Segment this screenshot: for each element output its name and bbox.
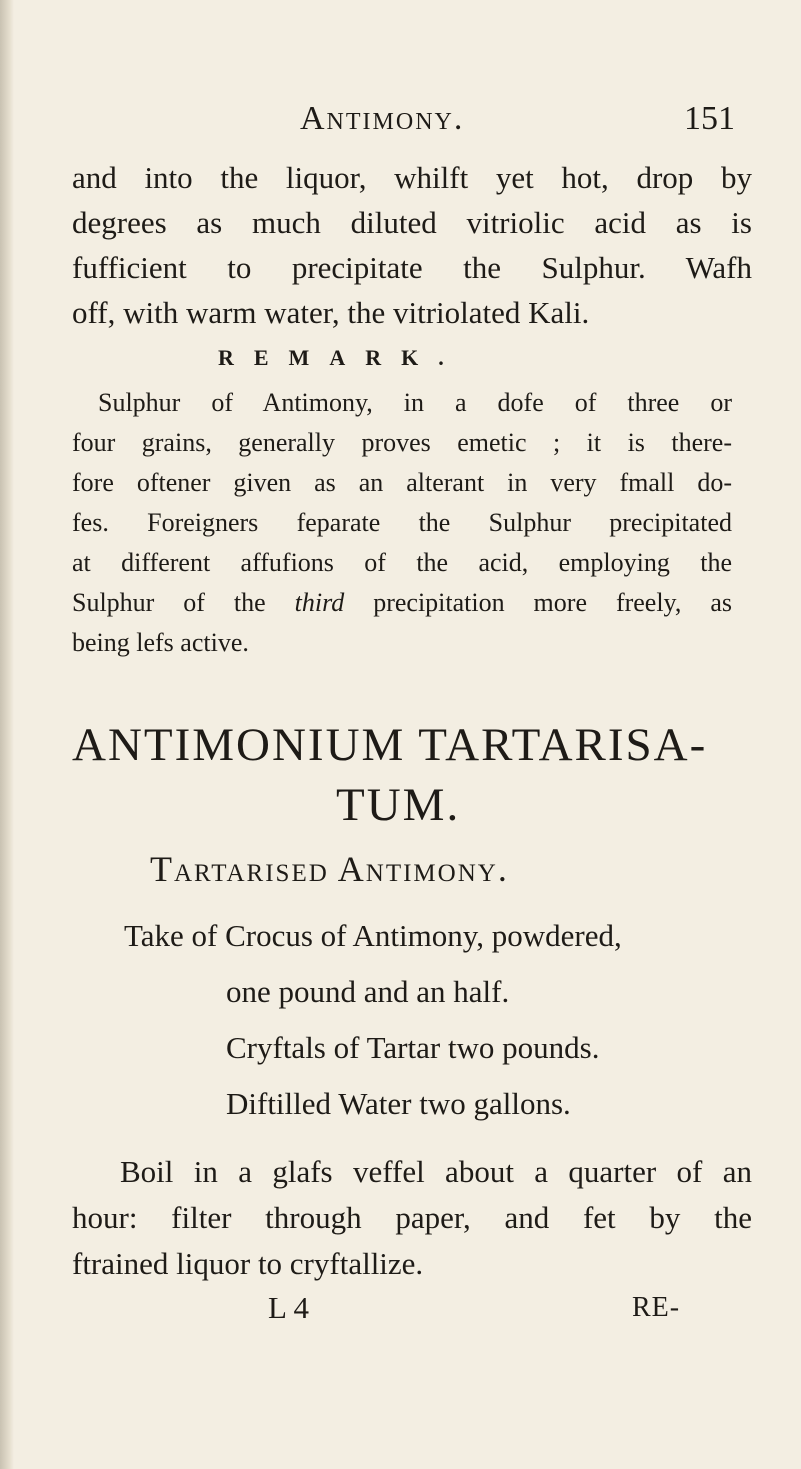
remark-text: Sulphur of the xyxy=(72,588,295,617)
paragraph-line: off, with warm water, the vitriolated Kali. xyxy=(72,295,590,330)
remark-heading: REMARK. xyxy=(218,345,464,370)
recipe-line: Cryftals of Tartar two pounds. xyxy=(226,1030,600,1065)
remark-line: Sulphur of Antimony, in a dofe of three or xyxy=(98,388,732,417)
remark-text: precipitation more freely, as xyxy=(344,588,732,617)
remark-line: fore oftener given as an alterant in very fmall do- xyxy=(72,468,732,497)
section-title: ANTIMONIUM TARTARISA- xyxy=(72,719,708,771)
signature-mark: L 4 xyxy=(268,1290,310,1325)
instruction-line: Boil in a glafs veffel about a quarter of an xyxy=(120,1154,752,1189)
running-title: Antimony. xyxy=(300,100,465,137)
remark-line: four grains, generally proves emetic ; it is there- xyxy=(72,428,732,457)
page-number: 151 xyxy=(684,100,735,137)
recipe-line: Diftilled Water two gallons. xyxy=(226,1086,571,1121)
remark-line: being lefs active. xyxy=(72,628,249,657)
remark-line: fes. Foreigners feparate the Sulphur precipitated xyxy=(72,508,732,537)
instruction-line: ftrained liquor to cryftallize. xyxy=(72,1246,424,1281)
remark-line: at different affufions of the acid, employing the xyxy=(72,548,732,577)
section-subtitle: Tartarised Antimony. xyxy=(150,849,509,889)
section-title-continued: TUM. xyxy=(336,779,461,831)
remark-line xyxy=(72,588,732,618)
recipe-line: one pound and an half. xyxy=(226,974,510,1009)
remark-italic-text: third xyxy=(294,588,345,617)
paragraph-line: degrees as much diluted vitriolic acid as is xyxy=(72,205,752,240)
instruction-line: hour: filter through paper, and fet by the xyxy=(72,1200,752,1235)
paragraph-line: fufficient to precipitate the Sulphur. Wafh xyxy=(72,250,752,285)
catchword: RE- xyxy=(632,1292,681,1323)
paragraph-line: and into the liquor, whilft yet hot, drop by xyxy=(72,160,752,195)
recipe-line: Take of Crocus of Antimony, powdered, xyxy=(124,918,622,953)
running-header xyxy=(0,100,801,148)
